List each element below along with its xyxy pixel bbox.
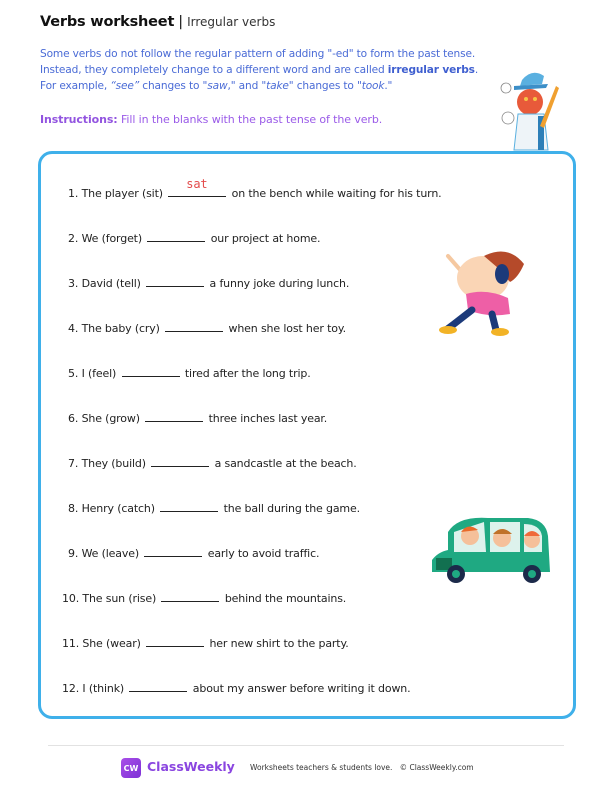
question-number: 11.	[62, 637, 80, 650]
question-number: 10.	[62, 592, 80, 605]
question-prompt: David (tell)	[81, 277, 141, 290]
question-4	[68, 321, 346, 335]
brand-name: ClassWeekly	[147, 759, 235, 774]
question-rest: a funny joke during lunch.	[209, 277, 350, 290]
instructions	[40, 113, 382, 126]
intro-line-3	[40, 78, 520, 94]
question-rest: when she lost her toy.	[228, 322, 346, 335]
question-number: 1.	[68, 187, 79, 200]
question-prompt: She (wear)	[82, 637, 141, 650]
question-prompt: We (forget)	[81, 232, 142, 245]
baseball-player-illustration	[492, 66, 560, 154]
example-word: saw	[207, 80, 228, 92]
intro-text: Instead, they completely change to a different word and are called	[40, 64, 388, 76]
question-prompt: The baby (cry)	[81, 322, 160, 335]
answer-blank[interactable]	[144, 546, 202, 557]
intro-text: For example,	[40, 80, 111, 92]
intro-line-2	[40, 62, 520, 78]
title-main: Verbs worksheet	[40, 14, 175, 30]
question-number: 6.	[68, 412, 79, 425]
answer-blank[interactable]	[122, 366, 180, 377]
question-1	[68, 177, 442, 200]
copyright-text: © ClassWeekly.com	[399, 763, 474, 772]
question-5	[68, 366, 311, 380]
example-word: take	[266, 80, 289, 92]
answer-blank[interactable]	[161, 591, 219, 602]
question-2	[68, 231, 320, 245]
question-number: 2.	[68, 232, 79, 245]
question-prompt: They (build)	[81, 457, 146, 470]
question-8	[68, 501, 360, 515]
answer-blank[interactable]	[145, 411, 203, 422]
question-prompt: I (think)	[82, 682, 125, 695]
classweekly-logo-icon: CW	[121, 758, 141, 778]
question-number: 8.	[68, 502, 79, 515]
answer-blank[interactable]	[165, 321, 223, 332]
question-3	[68, 276, 349, 290]
instructions-label: Instructions:	[40, 113, 118, 126]
question-number: 9.	[68, 547, 79, 560]
intro-line-1: Some verbs do not follow the regular pattern of adding "-ed" to form the past tense.	[40, 48, 476, 60]
question-number: 3.	[68, 277, 79, 290]
example-word: “see”	[110, 80, 140, 92]
question-rest: the ball during the game.	[223, 502, 360, 515]
answer-blank[interactable]	[146, 636, 204, 647]
footer-divider	[48, 745, 564, 746]
tagline-text: Worksheets teachers & students love.	[250, 763, 393, 772]
question-number: 5.	[68, 367, 79, 380]
question-number: 7.	[68, 457, 79, 470]
answer-blank[interactable]	[146, 276, 204, 287]
title-separator: |	[178, 14, 184, 30]
question-number: 12.	[62, 682, 80, 695]
question-7	[68, 456, 357, 470]
intro-text: " changes to "	[288, 80, 362, 92]
question-prompt: Henry (catch)	[81, 502, 155, 515]
question-rest: our project at home.	[210, 232, 321, 245]
worksheet-title	[40, 14, 275, 30]
question-rest: about my answer before writing it down.	[192, 682, 411, 695]
intro-text: changes to "	[139, 80, 208, 92]
answer-blank[interactable]	[147, 231, 205, 242]
question-number: 4.	[68, 322, 79, 335]
irregular-verbs-term: irregular verbs	[387, 64, 475, 76]
answer-blank[interactable]	[129, 681, 187, 692]
question-prompt: The sun (rise)	[82, 592, 157, 605]
title-subtitle: Irregular verbs	[187, 15, 276, 29]
question-9	[68, 546, 319, 560]
question-12	[62, 681, 410, 695]
question-rest: behind the mountains.	[224, 592, 347, 605]
answer-blank[interactable]	[160, 501, 218, 512]
answer-blank[interactable]	[151, 456, 209, 467]
answer-blank[interactable]	[168, 177, 226, 197]
intro-paragraph	[40, 46, 520, 94]
question-rest: a sandcastle at the beach.	[214, 457, 357, 470]
question-prompt: She (grow)	[81, 412, 140, 425]
question-rest: early to avoid traffic.	[207, 547, 320, 560]
question-prompt: The player (sit)	[81, 187, 163, 200]
intro-text: ," and "	[227, 80, 267, 92]
example-word: took	[361, 80, 385, 92]
question-6	[68, 411, 327, 425]
question-10	[62, 591, 346, 605]
intro-text: .	[474, 64, 479, 76]
footer-tagline	[250, 763, 474, 772]
answer-text: sat	[186, 177, 208, 191]
question-prompt: I (feel)	[81, 367, 117, 380]
question-rest: three inches last year.	[208, 412, 328, 425]
laughing-boy-illustration	[438, 238, 530, 336]
question-rest: her new shirt to the party.	[209, 637, 349, 650]
question-rest: tired after the long trip.	[184, 367, 311, 380]
question-11	[62, 636, 349, 650]
instructions-text: Fill in the blanks with the past tense of the verb.	[117, 113, 383, 126]
question-rest: on the bench while waiting for his turn.	[231, 187, 442, 200]
intro-text: ."	[384, 80, 393, 92]
family-car-illustration	[428, 512, 556, 588]
question-prompt: We (leave)	[81, 547, 139, 560]
